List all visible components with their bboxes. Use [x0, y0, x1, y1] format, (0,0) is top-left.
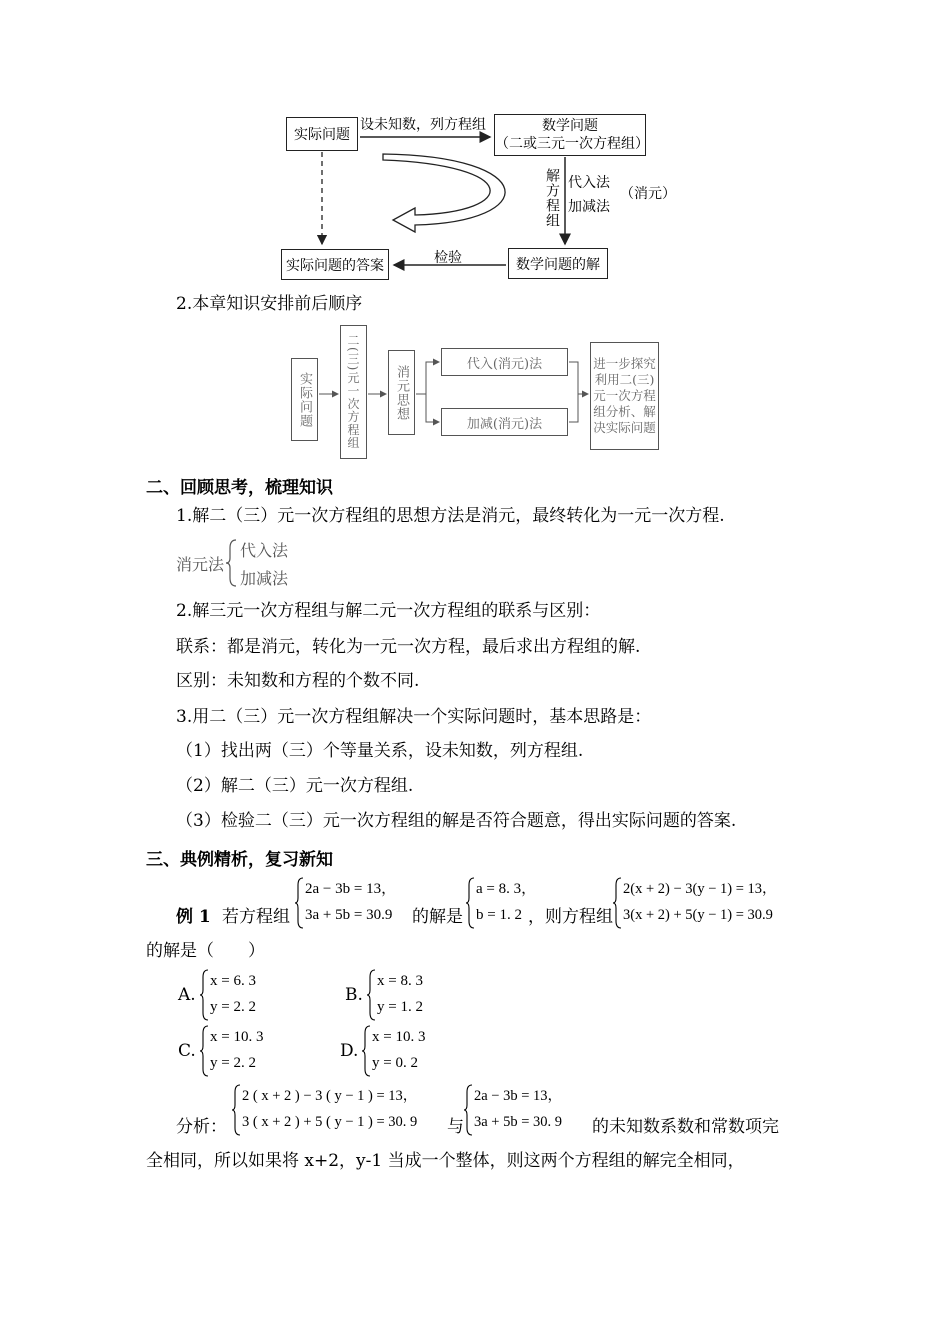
sec2-p4: 区别：未知数和方程的个数不同.: [176, 671, 420, 691]
substitution-label: 代入法: [568, 175, 610, 191]
addition-label: 加减法: [568, 199, 610, 215]
math-problem-line2: （二或三元一次方程组）: [495, 136, 649, 152]
option-D-line2: y = 0. 2: [372, 1055, 418, 1071]
example-text-3: ，则方程组: [528, 907, 613, 927]
sec2-p2: 2.解三元一次方程组与解二元一次方程组的联系与区别：: [176, 601, 601, 621]
option-A-label[interactable]: A.: [178, 985, 196, 1005]
elimination-idea-vbox: 消元思想: [388, 350, 415, 435]
option-B-line1: x = 8. 3: [377, 973, 423, 989]
an-sys2-line2: 3a + 5b = 30. 9: [474, 1114, 563, 1130]
math-solution-box: 数学问题的解: [508, 248, 608, 279]
option-A-line2: y = 2. 2: [210, 999, 256, 1015]
addition-method-box: 加减(消元)法: [441, 408, 568, 436]
example-system-2: [613, 876, 813, 930]
option-C-line2: y = 2. 2: [210, 1055, 256, 1071]
sec2-heading: 二、回顾思考，梳理知识: [146, 478, 333, 498]
sec2-p6: （1）找出两（三）个等量关系，设未知数，列方程组.: [176, 741, 584, 761]
real-answer-box: 实际问题的答案: [281, 249, 389, 280]
example-system-1: [295, 876, 415, 930]
sys2-line2: 3(x + 2) + 5(y − 1) = 30.9: [623, 907, 773, 923]
analysis-and: 与: [447, 1117, 464, 1137]
an-sys2-line1: 2a − 3b = 13，: [474, 1088, 563, 1104]
analysis-system-2: [464, 1083, 594, 1137]
elimination-add: 加减法: [240, 569, 289, 588]
example-label: 例 1: [176, 907, 211, 927]
elimination-label: 消元法: [176, 555, 225, 574]
example-text-4: 的解是（ ）: [146, 941, 265, 961]
sol-line2: b = 1. 2: [476, 907, 522, 923]
option-A[interactable]: [200, 968, 290, 1022]
real-problem-vbox: 实际问题: [291, 358, 318, 441]
equation-system-vbox: 二(三)元一次方程组: [340, 325, 367, 459]
option-D[interactable]: [362, 1024, 452, 1078]
further-explore-box: 进一步探究利用二(三)元一次方程组分析、解决实际问题: [590, 342, 659, 450]
f2-branch-left: [416, 362, 439, 394]
analysis-system-1: [232, 1083, 442, 1137]
example-text-1: 若方程组: [222, 907, 290, 927]
sec2-p5: 3.用二（三）元一次方程组解决一个实际问题时，基本思路是：: [176, 707, 652, 727]
option-B-line2: y = 1. 2: [377, 999, 423, 1015]
sys1-line2: 3a + 5b = 30.9: [305, 907, 393, 923]
sec2-p8: （3）检验二（三）元一次方程组的解是否符合题意，得出实际问题的答案.: [176, 811, 737, 831]
option-C-line1: x = 10. 3: [210, 1029, 264, 1045]
elimination-label: （消元）: [620, 186, 676, 202]
math-problem-line1: 数学问题: [542, 118, 598, 134]
an-sys1-line1: 2 ( x + 2 ) − 3 ( y − 1 ) = 13，: [242, 1088, 418, 1104]
option-C[interactable]: [200, 1024, 290, 1078]
example-solution: [466, 876, 536, 930]
sec2-p1: 1.解二（三）元一次方程组的思想方法是消元，最终转化为一元一次方程.: [176, 506, 725, 526]
sol-line1: a = 8. 3，: [476, 881, 537, 897]
sec1-item2: 2.本章知识安排前后顺序: [176, 294, 363, 314]
option-B[interactable]: [367, 968, 457, 1022]
elimination-brace: [226, 538, 238, 588]
substitution-method-box: 代入(消元)法: [441, 348, 568, 376]
solve-system-label: 解方程组: [544, 168, 560, 228]
option-B-label[interactable]: B.: [345, 985, 363, 1005]
sys2-line1: 2(x + 2) − 3(y − 1) = 13，: [623, 881, 777, 897]
sec3-heading: 三、典例精析，复习新知: [146, 850, 333, 870]
elimination-sub: 代入法: [240, 541, 289, 560]
sys1-line1: 2a − 3b = 13，: [305, 881, 397, 897]
f2-merge: [569, 362, 578, 422]
option-C-label[interactable]: C.: [178, 1041, 196, 1061]
analysis-text-1: 的未知数系数和常数项完: [592, 1117, 779, 1137]
sec2-p7: （2）解二（三）元一次方程组.: [176, 776, 414, 796]
flowchart-2-arrows: [0, 0, 950, 470]
set-unknowns-label: 设未知数，列方程组: [360, 117, 486, 133]
option-A-line1: x = 6. 3: [210, 973, 256, 989]
sec2-p3: 联系：都是消元，转化为一元一次方程，最后求出方程组的解.: [176, 637, 641, 657]
option-D-label[interactable]: D.: [340, 1041, 359, 1061]
an-sys1-line2: 3 ( x + 2 ) + 5 ( y − 1 ) = 30. 9: [242, 1114, 418, 1130]
f2-branch-left-2: [426, 394, 439, 422]
example-text-2: 的解是: [412, 907, 463, 927]
real-problem-box: 实际问题: [286, 117, 358, 151]
check-label: 检验: [434, 250, 462, 266]
option-D-line1: x = 10. 3: [372, 1029, 426, 1045]
analysis-text-2: 全相同，所以如果将 x+2，y-1 当成一个整体，则这两个方程组的解完全相同，: [146, 1151, 745, 1171]
analysis-label: 分析：: [176, 1117, 227, 1137]
